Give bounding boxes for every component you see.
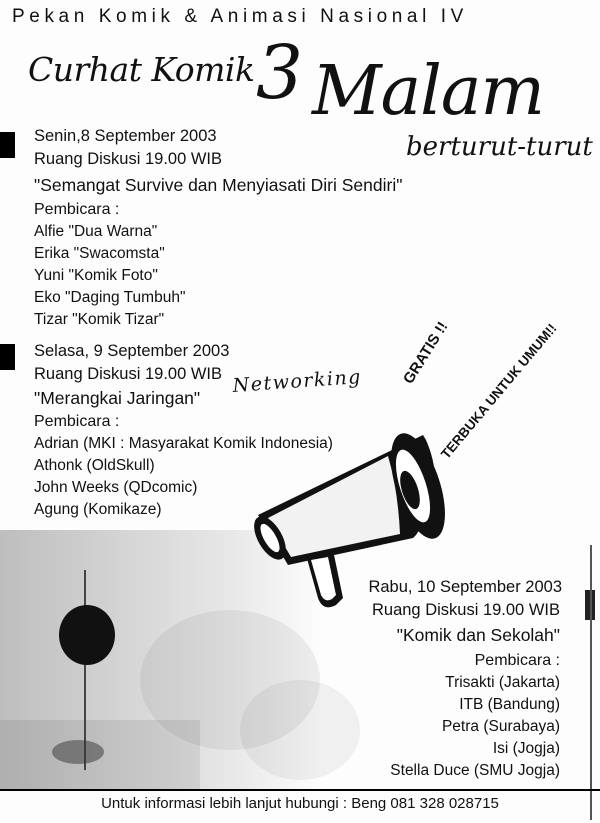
session-3-speakers-label: Pembicara : [474,652,560,669]
session-2-speakers-label: Pembicara : [34,413,120,430]
session-3-date: Rabu, 10 September 2003 [368,578,562,596]
session-1-speaker: Eko "Daging Tumbuh" [34,289,186,306]
session-3-theme: "Komik dan Sekolah" [396,625,560,645]
handwritten-note: Networking [232,365,363,397]
title-number: 3 [256,30,304,116]
promo-gratis: GRATIS !! [400,318,452,388]
session-1-theme: "Semangat Survive dan Menyiasati Diri Sendiri" [34,175,403,195]
session-2-speaker: Adrian (MKI : Masyarakat Komik Indonesia) [34,435,333,452]
session-1-speaker: Erika "Swacomsta" [34,245,165,262]
session-1-speaker: Tizar "Komik Tizar" [34,311,165,328]
session-1-speaker: Alfie "Dua Warna" [34,223,158,240]
title-subtitle: berturut-turut [406,132,593,162]
session-3-venue: Ruang Diskusi 19.00 WIB [371,601,560,619]
session-3-speaker: ITB (Bandung) [459,696,560,713]
footer-divider [0,789,600,791]
session-1-date: Senin,8 September 2003 [34,127,217,145]
session-2-venue: Ruang Diskusi 19.00 WIB [34,365,223,383]
session-3-speaker: Isi (Jogja) [492,740,560,757]
session-2-speaker: Athonk (OldSkull) [34,457,155,474]
session-1-speakers-label: Pembicara : [34,201,120,218]
session-2-speaker: John Weeks (QDcomic) [34,479,198,496]
session-3-speaker: Petra (Surabaya) [441,718,560,735]
session-1-speaker: Yuni "Komik Foto" [34,267,158,284]
session-2-date: Selasa, 9 September 2003 [34,342,230,360]
session-2-theme: "Merangkai Jaringan" [34,388,201,408]
session-3-speaker: Trisakti (Jakarta) [445,674,560,691]
title-curhat-komik: Curhat Komik [28,50,255,89]
session-1-marker [0,132,15,158]
session-2-marker [0,344,15,370]
session-1-venue: Ruang Diskusi 19.00 WIB [34,150,223,168]
session-2-speaker: Agung (Komikaze) [34,501,162,518]
session-3-speaker: Stella Duce (SMU Jogja) [390,762,560,779]
promo-open-public: TERBUKA UNTUK UMUM!! [438,320,560,462]
right-edge-line [590,545,592,820]
event-header: Pekan Komik & Animasi Nasional IV [12,6,468,27]
footer-contact: Untuk informasi lebih lanjut hubungi : Beng 081 328 028715 [101,795,499,812]
title-malam: Malam [312,52,544,131]
